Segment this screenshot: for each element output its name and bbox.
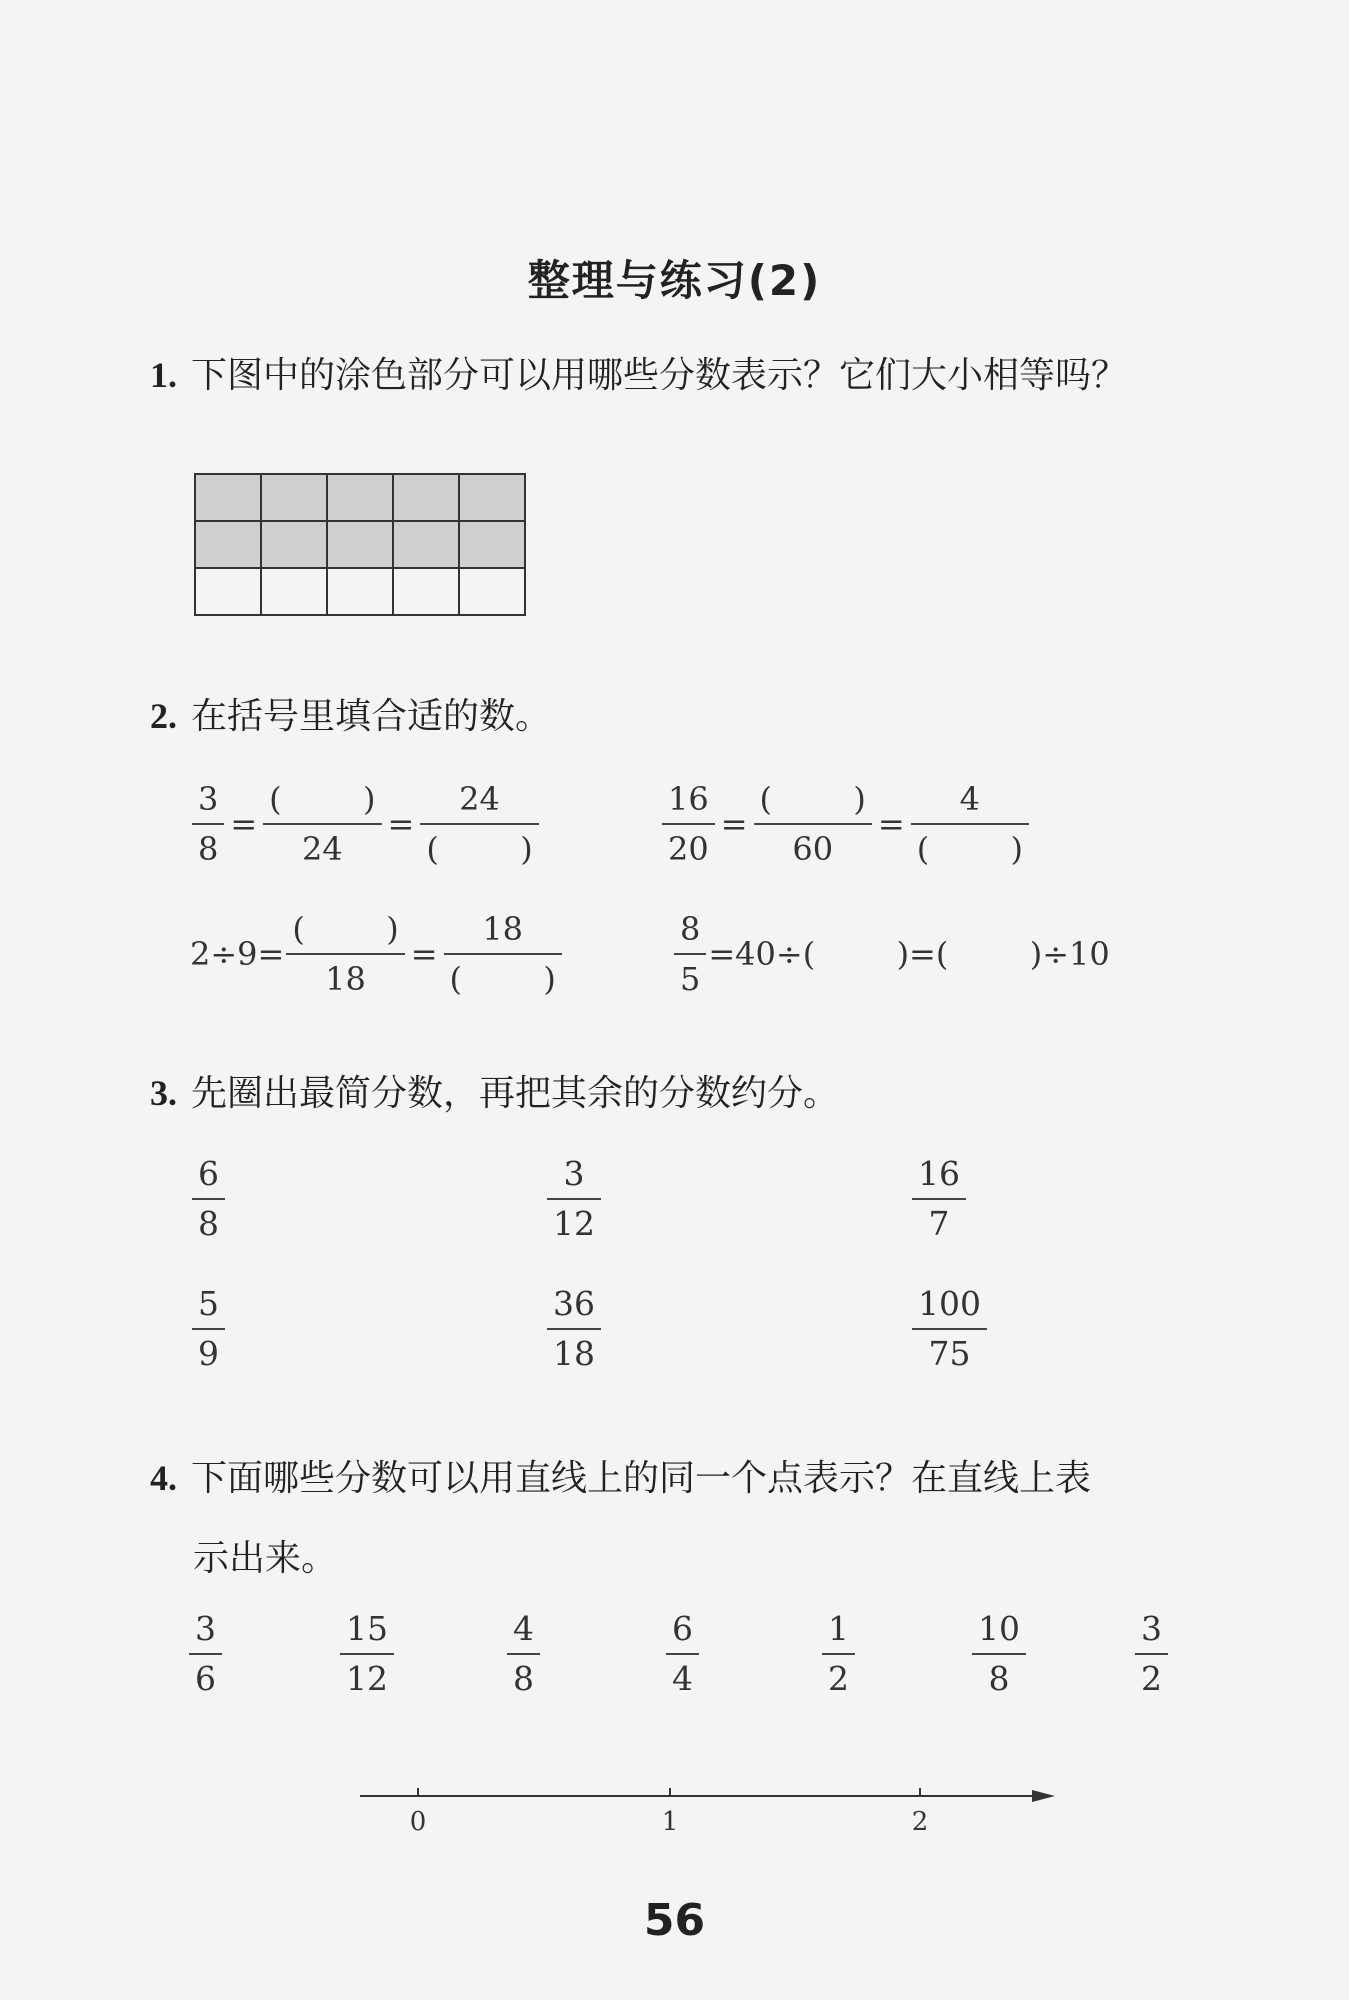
equation-4 bbox=[672, 905, 1110, 1003]
numerator: 15 bbox=[346, 1609, 388, 1648]
denominator: 4 bbox=[672, 1659, 693, 1698]
numerator: 100 bbox=[918, 1284, 981, 1323]
numerator: 36 bbox=[553, 1284, 595, 1323]
numerator: 24 bbox=[459, 780, 500, 818]
fraction-item[interactable] bbox=[190, 1280, 227, 1378]
fraction bbox=[192, 775, 224, 873]
numerator: ( ) bbox=[269, 780, 376, 818]
question-number: 4. bbox=[150, 1458, 177, 1498]
denominator: 8 bbox=[513, 1659, 534, 1698]
numerator: 16 bbox=[918, 1154, 960, 1193]
question-number: 3. bbox=[150, 1073, 177, 1113]
denominator: 12 bbox=[553, 1204, 595, 1243]
grid-cell-shaded bbox=[327, 521, 393, 568]
fraction bbox=[912, 1150, 966, 1248]
equals-sign: = bbox=[877, 805, 905, 843]
grid-cell-shaded bbox=[393, 521, 459, 568]
answer-blank[interactable] bbox=[754, 775, 872, 873]
grid-cell bbox=[261, 568, 327, 615]
tick-label: 2 bbox=[911, 1807, 929, 1837]
fraction-item[interactable] bbox=[910, 1150, 968, 1248]
grid-cell-shaded bbox=[459, 474, 525, 521]
denominator: 60 bbox=[792, 830, 834, 868]
fraction-item bbox=[1133, 1605, 1170, 1703]
grid-cell-shaded bbox=[261, 474, 327, 521]
numerator: ( ) bbox=[292, 910, 399, 948]
equals-sign: = bbox=[410, 935, 438, 973]
denominator: 12 bbox=[346, 1659, 388, 1698]
fraction bbox=[662, 775, 715, 873]
denominator: 6 bbox=[195, 1659, 216, 1698]
numerator: 3 bbox=[198, 780, 219, 818]
grid-cell-shaded bbox=[195, 474, 261, 521]
numerator: 1 bbox=[828, 1609, 849, 1648]
question-text: 在括号里填合适的数。 bbox=[191, 696, 552, 737]
question-1 bbox=[150, 352, 1127, 400]
fraction bbox=[189, 1605, 222, 1703]
fraction bbox=[507, 1605, 540, 1703]
grid-cell-shaded bbox=[195, 521, 261, 568]
denominator: ( ) bbox=[916, 830, 1024, 868]
fraction-item bbox=[338, 1605, 396, 1703]
tick-label: 1 bbox=[661, 1807, 679, 1837]
grid-cell-shaded bbox=[459, 521, 525, 568]
fraction bbox=[547, 1150, 601, 1248]
numerator: 3 bbox=[195, 1609, 216, 1648]
numerator: 6 bbox=[198, 1154, 219, 1193]
denominator: 8 bbox=[988, 1659, 1010, 1698]
fraction-item bbox=[970, 1605, 1028, 1703]
numerator: 3 bbox=[563, 1154, 585, 1193]
numerator: 18 bbox=[482, 910, 524, 948]
equals-sign: = bbox=[387, 805, 415, 843]
fraction bbox=[666, 1605, 699, 1703]
numerator: 4 bbox=[513, 1609, 534, 1648]
denominator: 20 bbox=[668, 830, 709, 868]
grid-row bbox=[195, 474, 525, 521]
answer-blank[interactable] bbox=[444, 905, 562, 1003]
page-title: 整理与练习(2) bbox=[527, 256, 822, 305]
grid-cell-shaded bbox=[261, 521, 327, 568]
question-2 bbox=[150, 693, 551, 741]
numerator: 5 bbox=[198, 1284, 219, 1323]
fraction bbox=[192, 1280, 225, 1378]
denominator: 75 bbox=[928, 1334, 971, 1373]
fraction bbox=[1135, 1605, 1168, 1703]
answer-blank[interactable] bbox=[911, 775, 1029, 873]
denominator: 7 bbox=[928, 1204, 950, 1243]
grid-row bbox=[195, 521, 525, 568]
answer-blank[interactable]: =40÷( )=( )÷10 bbox=[708, 935, 1110, 973]
denominator: 2 bbox=[1141, 1659, 1162, 1698]
fraction-item[interactable] bbox=[190, 1150, 227, 1248]
denominator: 9 bbox=[198, 1334, 219, 1373]
denominator: 18 bbox=[325, 960, 366, 998]
number-line[interactable] bbox=[360, 1770, 1060, 1840]
equation-3: 2÷9= $\frac{( )}{18}$ = $\frac{18}{( )}$ bbox=[190, 905, 564, 1003]
denominator: 5 bbox=[680, 960, 701, 998]
numerator: 10 bbox=[978, 1609, 1020, 1648]
equation-2 bbox=[660, 775, 1031, 873]
numerator: 3 bbox=[1141, 1609, 1162, 1648]
question-text: 下面哪些分数可以用直线上的同一个点表示？在直线上表 bbox=[191, 1458, 1092, 1499]
tick-label: 0 bbox=[409, 1807, 427, 1837]
question-text: 先圈出最简分数，再把其余的分数约分。 bbox=[191, 1073, 840, 1114]
fraction bbox=[822, 1605, 855, 1703]
denominator: ( ) bbox=[449, 960, 556, 998]
grid-row bbox=[195, 568, 525, 615]
question-text: 下图中的涂色部分可以用哪些分数表示？它们大小相等吗？ bbox=[191, 355, 1128, 396]
equation-1 bbox=[190, 775, 541, 873]
question-4 bbox=[150, 1455, 1091, 1503]
grid-cell bbox=[393, 568, 459, 615]
fraction-item bbox=[505, 1605, 542, 1703]
question-number: 1. bbox=[150, 355, 177, 395]
numerator: 8 bbox=[680, 910, 701, 948]
equals-sign: = bbox=[230, 805, 258, 843]
arrow-right-icon bbox=[1032, 1790, 1055, 1802]
fraction-item[interactable] bbox=[545, 1280, 603, 1378]
fraction bbox=[972, 1605, 1026, 1703]
fraction bbox=[674, 905, 706, 1003]
question-number: 2. bbox=[150, 696, 177, 736]
fraction-item bbox=[664, 1605, 701, 1703]
fraction bbox=[340, 1605, 394, 1703]
fraction-item[interactable] bbox=[545, 1150, 603, 1248]
grid-cell-shaded bbox=[393, 474, 459, 521]
fraction bbox=[192, 1150, 225, 1248]
denominator: 18 bbox=[553, 1334, 595, 1373]
fraction bbox=[547, 1280, 601, 1378]
grid-cell bbox=[459, 568, 525, 615]
fraction-item bbox=[187, 1605, 224, 1703]
fraction-item[interactable] bbox=[910, 1280, 989, 1378]
fraction-item bbox=[820, 1605, 857, 1703]
numerator: 6 bbox=[672, 1609, 693, 1648]
fraction bbox=[912, 1280, 987, 1378]
shaded-grid bbox=[194, 473, 526, 616]
denominator: 24 bbox=[301, 830, 343, 868]
answer-blank[interactable] bbox=[420, 775, 538, 873]
answer-blank[interactable] bbox=[286, 905, 404, 1003]
page-number: 56 bbox=[643, 1895, 706, 1946]
equals-sign: = bbox=[720, 805, 748, 843]
question-4-continued: 示出来。 bbox=[193, 1538, 338, 1579]
numerator: 4 bbox=[959, 780, 981, 818]
denominator: 2 bbox=[828, 1659, 849, 1698]
numerator: 16 bbox=[668, 780, 709, 818]
denominator: 8 bbox=[198, 830, 219, 868]
grid-cell bbox=[327, 568, 393, 615]
denominator: 8 bbox=[198, 1204, 219, 1243]
numerator: ( ) bbox=[759, 780, 866, 818]
grid-cell bbox=[195, 568, 261, 615]
denominator: ( ) bbox=[426, 830, 533, 868]
answer-blank[interactable] bbox=[263, 775, 381, 873]
question-3 bbox=[150, 1070, 839, 1118]
grid-cell-shaded bbox=[327, 474, 393, 521]
